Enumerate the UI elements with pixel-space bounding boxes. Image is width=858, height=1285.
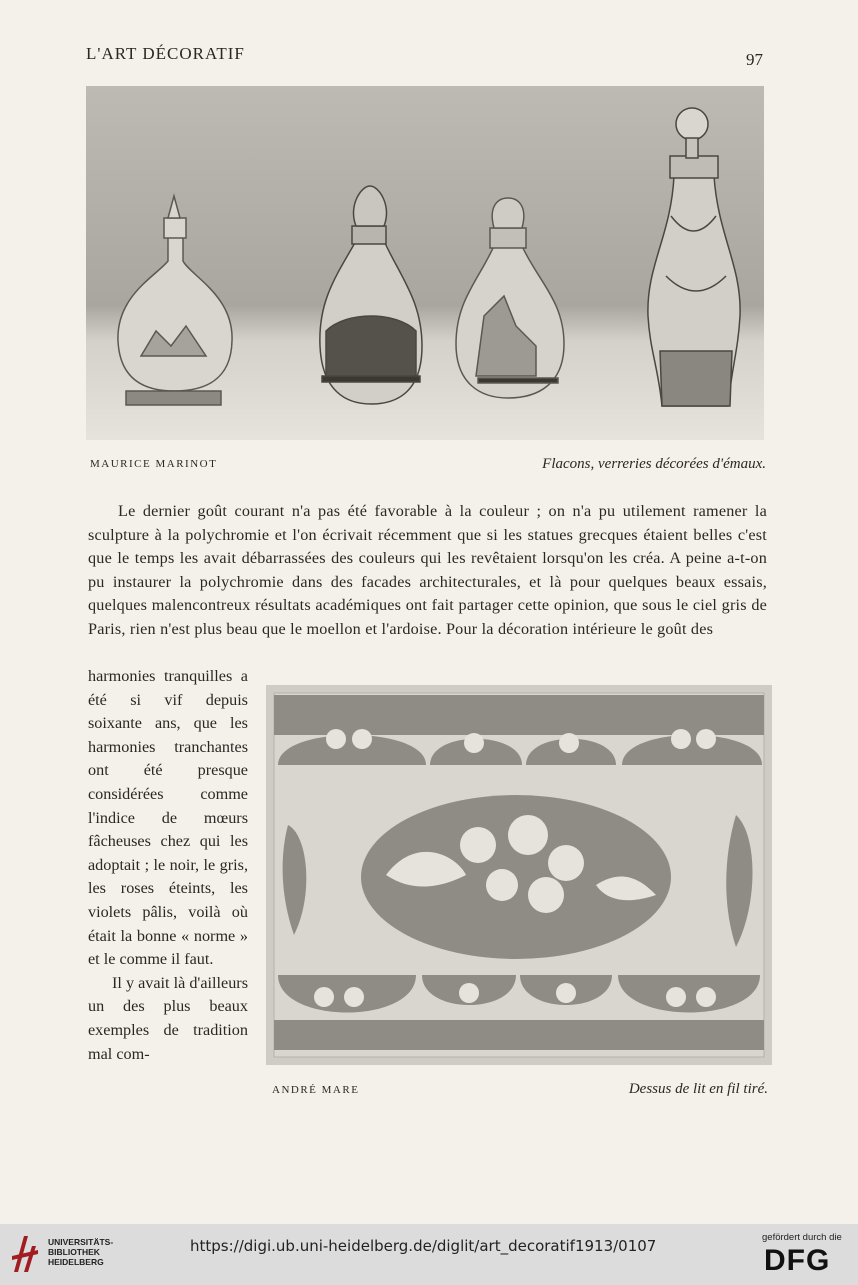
column-paragraph: harmonies tranquilles a été si vif depuis soixante ans, que les harmonies tranchantes ont été presque considérées comme l'indice de mœurs fâcheuses chez qui les adoptait ; le noir, le gris, les roses éteints, les violets pâlis, voilà où était la bonne « norme » et le comme il faut. — [88, 667, 248, 969]
flacon-2 — [320, 186, 422, 404]
column-paragraph-2: Il y avait là d'ailleurs un des plus beaux exemples de tradition mal com- — [88, 973, 248, 1063]
page-number: 97 — [746, 50, 763, 69]
library-name-line: HEIDELBERG — [48, 1257, 104, 1267]
flacon-4 — [648, 108, 740, 406]
bedspread-photo — [266, 685, 772, 1065]
library-name — [48, 1237, 113, 1267]
figure2-caption: Dessus de lit en fil tiré. — [628, 1081, 768, 1097]
funding-note: gefördert durch die — [762, 1232, 842, 1243]
source-url-link[interactable]: https://digi.ub.uni-heidelberg.de/diglit/art_decoratif1913/0107 — [190, 1237, 657, 1255]
figure1-caption: Flacons, verreries décorées d'émaux. — [542, 456, 766, 472]
flacon-3 — [456, 198, 564, 398]
footer-bar — [0, 1224, 858, 1285]
library-name-line: BIBLIOTHEK — [48, 1247, 100, 1257]
dfg-logo: DFG — [764, 1244, 831, 1277]
body-column-text — [88, 665, 248, 1066]
university-library-logo — [10, 1232, 40, 1276]
figure1-credit: MAURICE MARINOT — [90, 458, 218, 470]
library-name-line: UNIVERSITÄTS- — [48, 1237, 114, 1247]
body-paragraph-1: Le dernier goût courant n'a pas été favorable à la couleur ; on n'a pu utilement ramener la sculpture à la polychromie et l'on écrivait récemment que si les statues grecques étaient belles c'est que le temps les avait débarrassées des couleurs qui les revêtaient lorsqu'on les créa. A peine a-t-on pu instaurer la polychromie dans des facades architecturales, et là pour quelques beaux essais, quelques malencontreux résultats académiques ont fait partager cette opinion, que sous le ciel gris de Paris, rien n'est plus beau que le moellon et l'ardoise. Pour la décoration intérieure le goût des — [88, 502, 767, 638]
flacon-1 — [118, 196, 232, 405]
running-title: L'ART DÉCORATIF — [86, 44, 245, 63]
figure2-credit: ANDRÉ MARE — [272, 1084, 360, 1096]
glass-flacons-photo — [86, 86, 764, 440]
